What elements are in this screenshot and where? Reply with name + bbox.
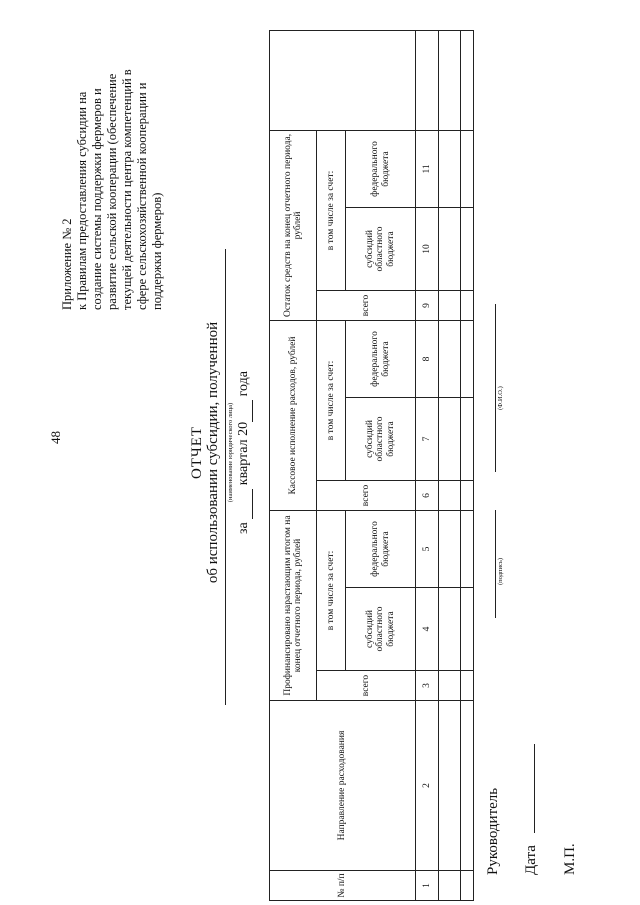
name-caption: (Ф.И.О.) bbox=[497, 386, 504, 410]
table-cell bbox=[461, 701, 474, 871]
page-number: 48 bbox=[48, 431, 63, 444]
column-number: 5 bbox=[416, 510, 439, 587]
stamp-label: М.П. bbox=[562, 843, 578, 875]
report-subtitle: об использовании субсидии, полученной bbox=[205, 321, 221, 584]
header-total: всего bbox=[317, 671, 416, 701]
table-cell bbox=[439, 130, 461, 207]
header-num: № п/п bbox=[270, 871, 416, 901]
column-number: 9 bbox=[416, 290, 439, 320]
quarter-blank bbox=[236, 489, 253, 519]
report-period bbox=[236, 0, 253, 905]
header-federal: федерального бюджета bbox=[346, 320, 416, 397]
date-line bbox=[534, 744, 535, 833]
table-cell bbox=[461, 130, 474, 207]
appendix-line: развитие сельской кооперации (обеспечение bbox=[105, 73, 119, 310]
table-cell bbox=[439, 290, 461, 320]
head-label: Руководитель bbox=[485, 787, 501, 875]
column-number: 7 bbox=[416, 397, 439, 480]
table-cell bbox=[439, 588, 461, 671]
entity-name-caption: (наименование юридического лица) bbox=[227, 402, 234, 503]
header-regional: субсидий областного бюджета bbox=[346, 397, 416, 480]
header-financed: Профинансировано нарастающим итогом на конец отчетного периода, рублей bbox=[270, 510, 317, 700]
table-cell bbox=[439, 871, 461, 901]
table-cell bbox=[461, 480, 474, 510]
year-blank bbox=[236, 400, 253, 422]
report-title: ОТЧЕТ bbox=[189, 425, 205, 480]
table-cell bbox=[439, 207, 461, 290]
column-number-extra bbox=[416, 30, 439, 130]
column-number: 8 bbox=[416, 320, 439, 397]
appendix-block bbox=[60, 10, 165, 310]
signature-caption: (подпись) bbox=[497, 558, 504, 585]
header-total: всего bbox=[317, 480, 416, 510]
column-number: 6 bbox=[416, 480, 439, 510]
name-line bbox=[495, 304, 496, 472]
column-number: 1 bbox=[416, 871, 439, 901]
table-cell bbox=[439, 320, 461, 397]
table-cell bbox=[461, 290, 474, 320]
table-cell bbox=[461, 397, 474, 480]
entity-name-line bbox=[225, 249, 226, 705]
header-total: всего bbox=[317, 290, 416, 320]
appendix-line: к Правилам предоставления субсидии на bbox=[75, 91, 89, 310]
period-quarter: квартал 20 bbox=[236, 421, 251, 486]
table-cell bbox=[439, 671, 461, 701]
header-regional: субсидий областного бюджета bbox=[346, 207, 416, 290]
header-federal: федерального бюджета bbox=[346, 510, 416, 587]
header-regional: субсидий областного бюджета bbox=[346, 588, 416, 671]
period-prefix: за bbox=[236, 522, 251, 534]
table-cell bbox=[439, 30, 461, 130]
column-number: 3 bbox=[416, 671, 439, 701]
table-cell bbox=[461, 871, 474, 901]
table-cell bbox=[439, 701, 461, 871]
date-label: Дата bbox=[523, 845, 539, 875]
report-table bbox=[269, 30, 474, 901]
column-number: 11 bbox=[416, 130, 439, 207]
header-balance: Остаток средств на конец отчетного периода, рублей bbox=[270, 130, 317, 320]
table-row bbox=[461, 30, 474, 900]
table-row bbox=[439, 30, 461, 900]
table-cell bbox=[461, 671, 474, 701]
header-extra bbox=[270, 30, 416, 130]
table-cell bbox=[439, 397, 461, 480]
signature-line bbox=[495, 510, 496, 618]
appendix-title: Приложение № 2 bbox=[60, 218, 74, 310]
table-cell bbox=[461, 207, 474, 290]
column-number: 4 bbox=[416, 588, 439, 671]
period-suffix: года bbox=[236, 371, 251, 397]
header-including: в том числе за счет: bbox=[317, 510, 346, 670]
table-cell bbox=[461, 30, 474, 130]
column-number: 2 bbox=[416, 701, 439, 871]
appendix-line: текущей деятельности центра компетенций в bbox=[120, 69, 134, 310]
appendix-line: поддержки фермеров) bbox=[150, 192, 164, 310]
header-cash: Кассовое исполнение расходов, рублей bbox=[270, 320, 317, 510]
column-number: 10 bbox=[416, 207, 439, 290]
table-cell bbox=[439, 480, 461, 510]
appendix-line: создание системы поддержки фермеров и bbox=[90, 88, 104, 310]
table-cell bbox=[461, 510, 474, 587]
table-cell bbox=[461, 320, 474, 397]
header-including: в том числе за счет: bbox=[317, 320, 346, 480]
header-direction: Направление расходования bbox=[270, 701, 416, 871]
table-cell bbox=[439, 510, 461, 587]
header-federal: федерального бюджета bbox=[346, 130, 416, 207]
appendix-line: сфере сельскохозяйственной кооперации и bbox=[135, 82, 149, 310]
table-cell bbox=[461, 588, 474, 671]
header-including: в том числе за счет: bbox=[317, 130, 346, 290]
